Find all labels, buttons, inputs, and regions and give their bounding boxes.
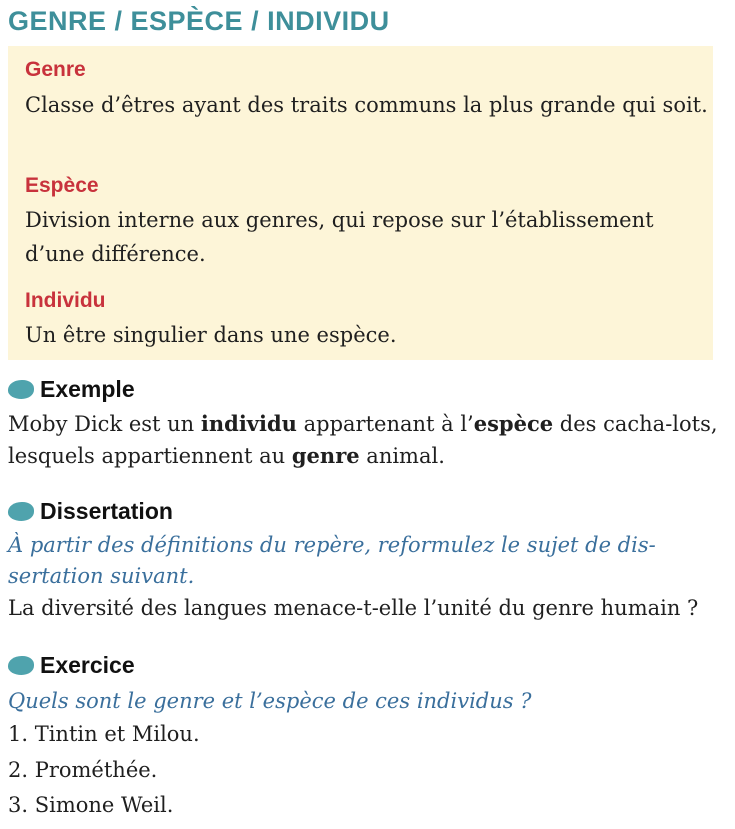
definition-term-individu: Individu xyxy=(25,289,106,312)
section-heading-exercice xyxy=(8,652,135,679)
exemple-part: appartenant à l’ xyxy=(296,412,474,436)
bullet-icon xyxy=(8,502,34,521)
dissertation-subject: La diversité des langues menace-t-elle l’unité du genre humain ? xyxy=(8,596,699,620)
definition-term-genre: Genre xyxy=(25,58,86,81)
section-heading-label: Exemple xyxy=(40,376,135,402)
definition-text-genre: Classe d’êtres ayant des traits communs la plus grande qui soit. xyxy=(25,93,708,117)
exemple-keyword-espece: espèce xyxy=(473,411,554,436)
dissertation-instruction: À partir des définitions du repère, reformulez le sujet de dis-sertation suivant. xyxy=(8,533,656,588)
section-heading-label: Exercice xyxy=(40,652,135,678)
page-title: GENRE / ESPÈCE / INDIVIDU xyxy=(8,6,390,36)
exemple-part: Moby Dick est un xyxy=(8,412,201,436)
definition-text-espece: Division interne aux genres, qui repose sur l’établissement d’une différence. xyxy=(25,208,654,266)
list-item: 3. Simone Weil. xyxy=(8,793,174,817)
list-item: 1. Tintin et Milou. xyxy=(8,722,200,746)
exemple-part: des cacha-lots, lesquels appartiennent au xyxy=(8,412,718,468)
exemple-part: animal. xyxy=(359,444,445,468)
exemple-text xyxy=(8,408,726,472)
definition-text-individu: Un être singulier dans une espèce. xyxy=(25,323,397,347)
section-heading-exemple xyxy=(8,376,135,403)
definitions-box xyxy=(8,46,713,360)
bullet-icon xyxy=(8,380,34,399)
section-heading-dissertation xyxy=(8,498,173,525)
section-heading-label: Dissertation xyxy=(40,498,173,524)
definition-term-espece: Espèce xyxy=(25,174,99,197)
exemple-keyword-individu: individu xyxy=(200,411,297,436)
bullet-icon xyxy=(8,656,34,675)
list-item: 2. Prométhée. xyxy=(8,758,158,782)
exemple-keyword-genre: genre xyxy=(291,443,360,468)
exercice-question: Quels sont le genre et l’espèce de ces individus ? xyxy=(8,689,532,713)
